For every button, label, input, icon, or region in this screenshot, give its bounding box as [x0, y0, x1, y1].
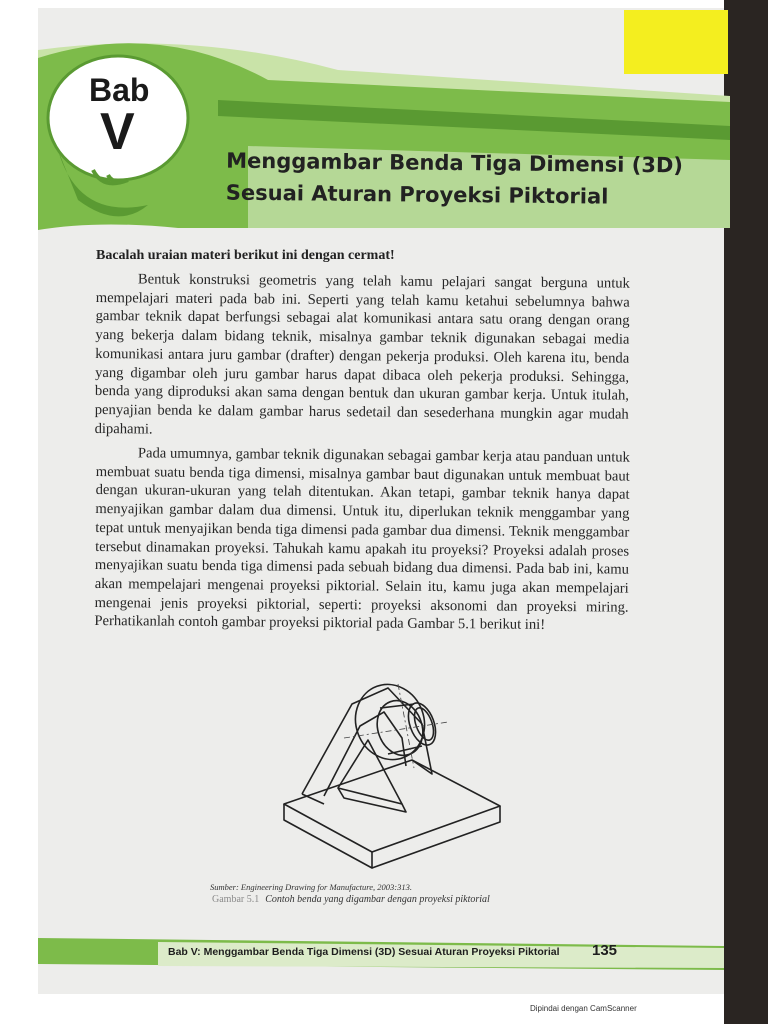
chapter-title [226, 146, 683, 214]
paragraph-2 [94, 444, 630, 636]
paragraph-1 [95, 270, 630, 443]
figure-caption-text: Contoh benda yang digambar dengan proyeksi piktorial [265, 894, 490, 905]
chapter-number: V [100, 103, 135, 161]
paragraph-2-text: Pada umumnya, gambar teknik digunakan sebagai gambar kerja atau panduan untuk membuat suatu benda tiga dimensi, misalnya gambar baut digunakan untuk membuat baut dengan ukuran-ukuran yang telah ditentukan. Akan tetapi, gambar teknik hanya dapat menyajikan gambar dalam dua dimensi. Untuk itu, diperlukan teknik menggambar yang tepat untuk menyajikan benda tiga dimensi pada gambar dua dimensi. Teknik menggambar tersebut dinamakan proyeksi. Tahukah kamu apakah itu proyeksi? Proyeksi adalah proses menyajikan suatu benda tiga dimensi pada sebuah bidang dua dimensi. Pada bab ini, kamu akan mempelajari mengenai proyeksi piktorial. Selain itu, kamu juga akan mempelajari mengenai jenis proyeksi piktorial, seperti: proyeksi aksonomi dan proyeksi miring. Perhatikanlah contoh gambar proyeksi piktorial pada Gambar 5.1 berikut ini! [94, 445, 630, 634]
intro-instruction: Bacalah uraian materi berikut ini dengan cermat! [96, 248, 395, 263]
scan-margin [0, 0, 38, 1024]
scan-edge-strip [724, 0, 768, 1024]
page-number: 135 [592, 942, 618, 959]
figure-pictorial-bracket [272, 664, 532, 876]
upright-web-edge [302, 794, 324, 804]
figure-label: Gambar 5.1 [212, 894, 260, 905]
base-plate-side [372, 806, 500, 868]
chapter-title-line2: Sesuai Aturan Proyeksi Piktorial [225, 180, 609, 209]
paragraph-1-text: Bentuk konstruksi geometris yang telah kamu pelajari sangat berguna untuk mempelajari materi pada bab ini. Seperti yang telah kamu ketahui sebelumnya bahwa gambar teknik dapat berfungsi sebagai alat komunikasi antara satu orang dengan orang yang bekerja dalam bidang teknik, misalnya gambar teknik digunakan sebagai media komunikasi antara juru gambar (drafter) dengan pekerja produksi. Oleh karena itu, benda yang digambar oleh juru gambar harus dapat dibaca oleh pekerja produksi. Sehingga, benda yang diproduksi akan sama dengan bentuk dan ukuran gambar kerja. Untuk itulah, penyajian benda ke dalam gambar harus sedetail dan sesederhana mungkin agar mudah dipahami. [94, 271, 630, 438]
figure-caption [212, 894, 490, 905]
chapter-title-line1: Menggambar Benda Tiga Dimensi (3D) [226, 148, 684, 178]
figure-source: Sumber: Engineering Drawing for Manufacture, 2003:313. [210, 882, 413, 892]
chapter-bab-label: Bab [89, 72, 150, 108]
base-plate-front [284, 804, 372, 868]
scanner-watermark: Dipindai dengan CamScanner [530, 1004, 637, 1013]
upright-web-inner [324, 712, 406, 796]
footer-running-title: Bab V: Menggambar Benda Tiga Dimensi (3D) Sesuai Aturan Proyeksi Piktorial [168, 946, 560, 958]
